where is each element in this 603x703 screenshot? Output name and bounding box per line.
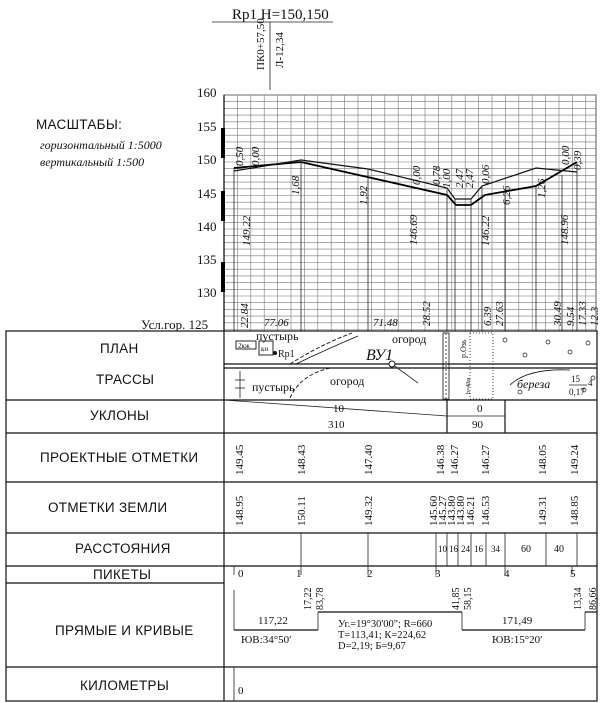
row-labels bbox=[40, 341, 198, 693]
work-mark: 0,78 bbox=[431, 165, 443, 185]
ground-mark: 149.32 bbox=[363, 495, 375, 526]
bottom-mark: 71.48 bbox=[373, 317, 398, 329]
distance: 10 bbox=[438, 544, 447, 554]
km-start: 0 bbox=[238, 685, 244, 697]
axis-tick-135: 135 bbox=[197, 252, 217, 267]
river-width: b=40м bbox=[466, 377, 472, 394]
axis-tick-140: 140 bbox=[197, 219, 217, 234]
bottom-mark: 17.33 bbox=[577, 301, 589, 326]
tree-count: 4 bbox=[588, 378, 593, 388]
distance: 16 bbox=[474, 544, 483, 554]
length-label: Л-12,34 bbox=[274, 32, 286, 68]
design-mark: 148.43 bbox=[296, 444, 308, 475]
elev-mark: 148.96 bbox=[559, 214, 571, 245]
work-mark: 0,00 bbox=[560, 145, 572, 165]
bottom-mark: 6.39 bbox=[482, 306, 494, 326]
straight-bearing1: ЮВ:34°50′ bbox=[241, 634, 292, 646]
design-row bbox=[234, 444, 581, 475]
plus-mark: 13,34 bbox=[573, 587, 584, 610]
garden-top: огород bbox=[392, 332, 427, 346]
ground-mark: 143.80 bbox=[455, 495, 467, 526]
work-mark: 1,00 bbox=[441, 168, 453, 188]
design-mark: 146.27 bbox=[449, 444, 461, 475]
work-mark: 0,00 bbox=[250, 146, 262, 166]
wasteland-bottom: пустырь bbox=[252, 380, 295, 394]
straights-row bbox=[234, 588, 599, 653]
work-mark: 0,00 bbox=[411, 165, 423, 185]
picket-label: 2 bbox=[367, 568, 373, 580]
bottom-mark: 30.49 bbox=[552, 301, 564, 326]
bottom-mark: 28.52 bbox=[421, 301, 433, 326]
axis-tick-130: 130 bbox=[197, 285, 217, 300]
river-label: р.Озь bbox=[459, 339, 468, 358]
distance: 16 bbox=[449, 544, 458, 554]
bottom-mark: 27.63 bbox=[494, 301, 506, 326]
scale-title: МАСШТАБЫ: bbox=[36, 117, 123, 132]
elev-mark: 146.22 bbox=[480, 215, 492, 246]
distance: 34 bbox=[491, 544, 500, 554]
axis-tick-160: 160 bbox=[197, 85, 217, 100]
km-row bbox=[234, 667, 244, 701]
work-mark: 0,39 bbox=[572, 150, 584, 170]
curve-line3: D=2,19; Б=9,67 bbox=[338, 641, 406, 652]
plus-mark: 86,66 bbox=[588, 587, 599, 610]
ground-mark: 143.80 bbox=[446, 495, 458, 526]
design-mark: 146.38 bbox=[435, 444, 447, 475]
profile-lines bbox=[234, 160, 577, 331]
ground-mark: 146.21 bbox=[465, 495, 477, 526]
axis-tick-155: 155 bbox=[197, 119, 217, 134]
straight-len2: 171,49 bbox=[502, 615, 533, 627]
datum-label: Усл.гор. 125 bbox=[141, 317, 209, 332]
plus-mark: 41,85 bbox=[451, 587, 462, 610]
picket-label: 4 bbox=[504, 568, 510, 580]
picket-label: 3 bbox=[435, 568, 441, 580]
plus-mark: 83,78 bbox=[315, 587, 326, 610]
row-label-slopes: УКЛОНЫ bbox=[90, 408, 150, 423]
work-mark: 0,50 bbox=[234, 146, 246, 166]
ground-mark: 148.85 bbox=[569, 495, 581, 526]
work-mark: 1,92 bbox=[358, 185, 370, 205]
ground-mark: 146.53 bbox=[480, 495, 492, 526]
work-mark: 2,47 bbox=[464, 168, 476, 188]
curve-line2: Т=113,41; К=224,62 bbox=[338, 630, 427, 641]
ground-mark: 149.31 bbox=[537, 495, 549, 526]
straight-bearing2: ЮВ:15°20′ bbox=[492, 634, 543, 646]
work-mark: 2,47 bbox=[454, 168, 466, 188]
house-brick-label: 2кж bbox=[238, 342, 250, 350]
birch-label: береза bbox=[517, 377, 551, 391]
house-small-label: кн bbox=[261, 345, 269, 353]
wasteland-top: пустырь bbox=[256, 329, 299, 343]
bottom-mark: 77.06 bbox=[264, 317, 289, 329]
plus-mark: 58,15 bbox=[463, 587, 474, 610]
design-mark: 148.05 bbox=[537, 444, 549, 475]
curve-line1: Уг.=19°30'00"; R=660 bbox=[338, 619, 433, 630]
slope1-bottom: 310 bbox=[328, 419, 345, 431]
ground-mark: 145.60 bbox=[428, 495, 440, 526]
slope2-bottom: 90 bbox=[472, 419, 483, 431]
design-mark: 147.40 bbox=[363, 444, 375, 475]
work-mark: 0,06 bbox=[480, 164, 492, 184]
distance: 40 bbox=[554, 544, 564, 555]
row-label-route: ТРАССЫ bbox=[96, 372, 155, 387]
row-label-pickets: ПИКЕТЫ bbox=[93, 567, 152, 582]
scale-vertical: вертикальный 1:500 bbox=[40, 155, 145, 169]
plus-mark: 17,22 bbox=[303, 587, 314, 610]
distance: 24 bbox=[461, 544, 470, 554]
bottom-mark: 22.84 bbox=[239, 303, 251, 328]
ground-row bbox=[234, 495, 581, 526]
row-label-design: ПРОЕКТНЫЕ ОТМЕТКИ bbox=[40, 450, 199, 465]
picket-label: 5 bbox=[570, 568, 576, 580]
row-label-distances: РАССТОЯНИЯ bbox=[75, 541, 171, 556]
tree-num: 15 bbox=[571, 374, 580, 384]
axis-tick-150: 150 bbox=[197, 152, 217, 167]
ground-mark: 150.11 bbox=[296, 496, 308, 526]
bottom-mark: 9.54 bbox=[565, 306, 577, 326]
tree-den: 0,17 bbox=[569, 387, 585, 397]
slope2-top: 0 bbox=[477, 403, 483, 415]
profile-grid bbox=[224, 95, 596, 331]
elevation-marks bbox=[241, 214, 571, 246]
bottom-marks bbox=[239, 301, 601, 329]
vertex-label: ВУ1 bbox=[366, 347, 394, 364]
picket-label: 1 bbox=[296, 568, 302, 580]
scale-horizontal: горизонтальный 1:5000 bbox=[40, 138, 162, 152]
slopes-row bbox=[224, 400, 505, 433]
straight-len1: 117,22 bbox=[258, 615, 288, 627]
design-mark: 146.27 bbox=[480, 444, 492, 475]
ground-mark: 148.95 bbox=[234, 495, 246, 526]
station-label: ПК0+57,50 bbox=[255, 18, 267, 70]
ground-mark: 145.27 bbox=[437, 495, 449, 526]
distances-row bbox=[301, 533, 577, 566]
elev-mark: 149.22 bbox=[241, 215, 253, 246]
benchmark-plan-label: Rp1 bbox=[278, 349, 295, 360]
axis-tick-145: 145 bbox=[197, 186, 217, 201]
distance: 60 bbox=[521, 544, 531, 555]
row-label-plan: ПЛАН bbox=[100, 341, 139, 356]
garden-bottom: огород bbox=[330, 374, 365, 388]
pickets-row bbox=[234, 566, 576, 580]
design-mark: 149.24 bbox=[569, 444, 581, 475]
design-mark: 149.45 bbox=[234, 444, 246, 475]
row-label-ground: ОТМЕТКИ ЗЕМЛИ bbox=[48, 500, 168, 515]
row-label-straights: ПРЯМЫЕ И КРИВЫЕ bbox=[55, 623, 194, 638]
elev-mark: 146.69 bbox=[408, 214, 420, 245]
row-label-km: КИЛОМЕТРЫ bbox=[80, 678, 170, 693]
bottom-mark: 12.3 bbox=[589, 306, 601, 326]
plan-area bbox=[224, 329, 597, 399]
slope1-top: 10 bbox=[333, 403, 344, 415]
vertical-axis bbox=[141, 85, 225, 332]
benchmark-label: Rp1 H=150,150 bbox=[232, 7, 329, 23]
work-mark: 6,26 bbox=[501, 185, 513, 205]
work-mark: 1,26 bbox=[536, 178, 548, 198]
picket-label: 0 bbox=[238, 568, 244, 580]
work-mark: 1,68 bbox=[290, 175, 302, 195]
